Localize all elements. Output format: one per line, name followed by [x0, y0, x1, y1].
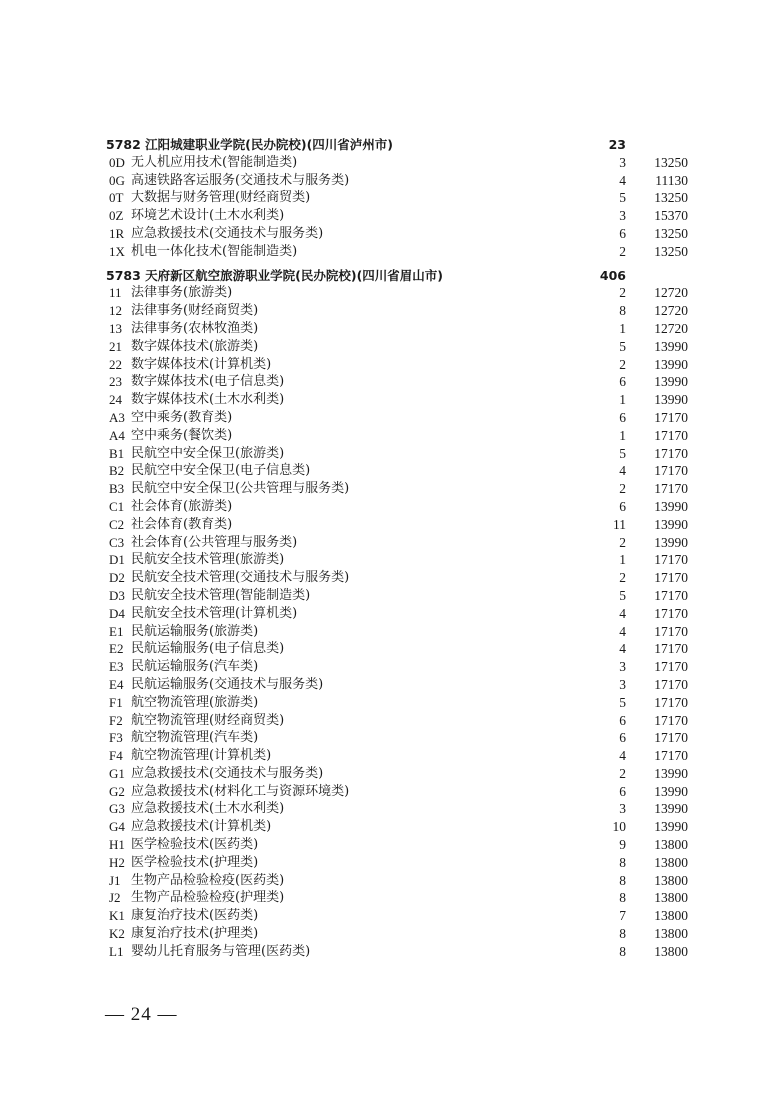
- major-name: 高速铁路客运服务(交通技术与服务类): [131, 172, 350, 188]
- major-fee: 13990: [654, 819, 688, 835]
- major-fee: 13800: [654, 872, 688, 888]
- major-fee: 13800: [654, 926, 688, 942]
- major-row: [0, 729, 777, 747]
- major-row: [0, 243, 777, 261]
- major-fee: 17170: [654, 552, 688, 568]
- major-row: [0, 854, 777, 872]
- major-fee: 17170: [654, 748, 688, 764]
- major-name: 空中乘务(教育类): [131, 409, 233, 425]
- major-code: 23: [109, 374, 122, 390]
- major-name: 数字媒体技术(电子信息类): [131, 374, 285, 390]
- major-name: 婴幼儿托育服务与管理(医药类): [131, 943, 311, 959]
- major-row: [0, 551, 777, 569]
- major-code: E3: [109, 659, 124, 675]
- school-title: 5782 江阳城建职业学院(民办院校)(四川省泸州市): [106, 137, 393, 152]
- major-plan: 6: [619, 712, 626, 728]
- school-title: 5783 天府新区航空旅游职业学院(民办院校)(四川省眉山市): [106, 267, 443, 283]
- major-plan: 5: [619, 587, 626, 603]
- major-fee: 17170: [654, 694, 688, 710]
- major-plan: 4: [619, 623, 626, 639]
- major-row: [0, 783, 777, 801]
- major-row: [0, 907, 777, 925]
- major-name: 康复治疗技术(护理类): [131, 926, 259, 942]
- major-name: 环境艺术设计(土木水利类): [131, 208, 285, 224]
- major-fee: 17170: [654, 641, 688, 657]
- major-code: H2: [109, 854, 125, 870]
- major-plan: 4: [619, 641, 626, 657]
- major-name: 社会体育(教育类): [131, 516, 233, 532]
- major-plan: 8: [619, 303, 626, 319]
- major-row: [0, 623, 777, 641]
- major-row: [0, 676, 777, 694]
- major-name: 民航安全技术管理(交通技术与服务类): [131, 570, 350, 586]
- major-name: 民航运输服务(旅游类): [131, 623, 259, 639]
- major-fee: 13990: [654, 392, 688, 408]
- major-fee: 12720: [654, 285, 688, 301]
- major-plan: 5: [619, 694, 626, 710]
- major-fee: 13250: [654, 225, 688, 241]
- major-fee: 13250: [654, 154, 688, 170]
- major-row: [0, 765, 777, 783]
- major-name: 航空物流管理(旅游类): [131, 694, 259, 710]
- major-row: [0, 338, 777, 356]
- major-plan: 2: [619, 765, 626, 781]
- major-row: [0, 427, 777, 445]
- major-name: 民航运输服务(电子信息类): [131, 641, 285, 657]
- major-fee: 13990: [654, 534, 688, 550]
- major-row: [0, 747, 777, 765]
- major-name: 民航空中安全保卫(电子信息类): [131, 463, 311, 479]
- major-code: F2: [109, 712, 123, 728]
- major-code: 1X: [109, 243, 125, 259]
- major-code: 1R: [109, 225, 125, 241]
- major-fee: 17170: [654, 730, 688, 746]
- major-code: E1: [109, 623, 124, 639]
- major-row: [0, 694, 777, 712]
- major-row: [0, 587, 777, 605]
- major-plan: 9: [619, 837, 626, 853]
- major-fee: 11130: [655, 172, 688, 188]
- major-fee: 15370: [654, 208, 688, 224]
- major-name: 医学检验技术(医药类): [131, 837, 259, 853]
- major-fee: 17170: [654, 409, 688, 425]
- major-code: F1: [109, 694, 123, 710]
- major-row: [0, 480, 777, 498]
- major-code: D1: [109, 552, 125, 568]
- major-code: F4: [109, 748, 123, 764]
- major-code: G2: [109, 783, 125, 799]
- major-fee: 17170: [654, 427, 688, 443]
- major-fee: 13800: [654, 837, 688, 853]
- major-fee: 13990: [654, 765, 688, 781]
- major-plan: 3: [619, 208, 626, 224]
- major-row: [0, 284, 777, 302]
- major-row: [0, 225, 777, 243]
- major-row: [0, 207, 777, 225]
- major-plan: 6: [619, 783, 626, 799]
- major-name: 应急救援技术(交通技术与服务类): [131, 765, 324, 781]
- major-name: 大数据与财务管理(财经商贸类): [131, 190, 311, 206]
- major-fee: 17170: [654, 570, 688, 586]
- major-fee: 13250: [654, 243, 688, 259]
- major-row: [0, 391, 777, 409]
- major-name: 医学检验技术(护理类): [131, 854, 259, 870]
- major-fee: 17170: [654, 605, 688, 621]
- major-plan: 6: [619, 225, 626, 241]
- major-code: G4: [109, 819, 125, 835]
- major-row: [0, 800, 777, 818]
- major-fee: 17170: [654, 623, 688, 639]
- major-name: 空中乘务(餐饮类): [131, 427, 233, 443]
- major-name: 民航空中安全保卫(公共管理与服务类): [131, 481, 350, 497]
- major-fee: 17170: [654, 445, 688, 461]
- major-row: [0, 712, 777, 730]
- major-name: 民航安全技术管理(智能制造类): [131, 587, 311, 603]
- major-code: 11: [109, 285, 122, 301]
- major-row: [0, 462, 777, 480]
- major-name: 民航运输服务(交通技术与服务类): [131, 676, 324, 692]
- major-row: [0, 445, 777, 463]
- major-plan: 5: [619, 338, 626, 354]
- major-plan: 1: [619, 320, 626, 336]
- major-fee: 12720: [654, 320, 688, 336]
- major-code: 21: [109, 338, 122, 354]
- major-code: D3: [109, 587, 125, 603]
- major-fee: 13800: [654, 854, 688, 870]
- major-row: [0, 356, 777, 374]
- major-row: [0, 516, 777, 534]
- major-row: [0, 189, 777, 207]
- major-row: [0, 302, 777, 320]
- major-fee: 13250: [654, 190, 688, 206]
- major-name: 康复治疗技术(医药类): [131, 908, 259, 924]
- major-name: 法律事务(旅游类): [131, 285, 233, 301]
- major-fee: 13990: [654, 498, 688, 514]
- major-code: A4: [109, 427, 125, 443]
- major-code: G3: [109, 801, 125, 817]
- major-row: [0, 534, 777, 552]
- major-code: E2: [109, 641, 124, 657]
- major-plan: 1: [619, 392, 626, 408]
- major-plan: 2: [619, 534, 626, 550]
- major-plan: 10: [612, 819, 626, 835]
- major-code: G1: [109, 765, 125, 781]
- major-fee: 13990: [654, 374, 688, 390]
- major-name: 航空物流管理(计算机类): [131, 748, 272, 764]
- major-code: 0D: [109, 154, 125, 170]
- major-row: [0, 320, 777, 338]
- major-plan: 4: [619, 605, 626, 621]
- major-name: 生物产品检验检疫(医药类): [131, 872, 285, 888]
- major-code: 0T: [109, 190, 124, 206]
- major-name: 民航运输服务(汽车类): [131, 659, 259, 675]
- major-row: [0, 154, 777, 172]
- page-number: — 24 —: [105, 1004, 178, 1025]
- major-plan: 8: [619, 872, 626, 888]
- major-name: 民航安全技术管理(旅游类): [131, 552, 285, 568]
- major-plan: 6: [619, 409, 626, 425]
- major-fee: 13800: [654, 943, 688, 959]
- major-plan: 3: [619, 801, 626, 817]
- major-plan: 8: [619, 890, 626, 906]
- major-code: C2: [109, 516, 125, 532]
- school-header: [0, 267, 777, 285]
- major-name: 机电一体化技术(智能制造类): [131, 243, 298, 259]
- major-name: 数字媒体技术(土木水利类): [131, 392, 285, 408]
- major-fee: 17170: [654, 481, 688, 497]
- major-code: K1: [109, 908, 125, 924]
- major-name: 航空物流管理(汽车类): [131, 730, 259, 746]
- major-plan: 4: [619, 172, 626, 188]
- major-code: L1: [109, 943, 124, 959]
- major-fee: 17170: [654, 676, 688, 692]
- major-plan: 11: [613, 516, 626, 532]
- major-code: J2: [109, 890, 121, 906]
- major-plan: 6: [619, 374, 626, 390]
- major-fee: 13800: [654, 908, 688, 924]
- major-code: 0G: [109, 172, 125, 188]
- school-plan-total: 406: [599, 267, 626, 283]
- major-fee: 17170: [654, 463, 688, 479]
- major-name: 社会体育(公共管理与服务类): [131, 534, 298, 550]
- major-fee: 13990: [654, 356, 688, 372]
- major-row: [0, 818, 777, 836]
- major-row: [0, 569, 777, 587]
- major-plan: 3: [619, 154, 626, 170]
- major-code: 12: [109, 303, 122, 319]
- major-plan: 8: [619, 943, 626, 959]
- major-fee: 13990: [654, 338, 688, 354]
- major-code: F3: [109, 730, 123, 746]
- major-code: D2: [109, 570, 125, 586]
- major-row: [0, 836, 777, 854]
- major-plan: 5: [619, 445, 626, 461]
- major-code: D4: [109, 605, 125, 621]
- major-code: B1: [109, 445, 125, 461]
- major-code: B3: [109, 481, 125, 497]
- major-plan: 7: [619, 908, 626, 924]
- major-code: B2: [109, 463, 125, 479]
- major-name: 应急救援技术(计算机类): [131, 819, 272, 835]
- major-plan: 1: [619, 427, 626, 443]
- major-name: 数字媒体技术(计算机类): [131, 356, 272, 372]
- major-plan: 8: [619, 854, 626, 870]
- major-row: [0, 889, 777, 907]
- major-code: 22: [109, 356, 122, 372]
- major-plan: 6: [619, 498, 626, 514]
- major-code: A3: [109, 409, 125, 425]
- major-code: 0Z: [109, 208, 124, 224]
- major-code: C3: [109, 534, 125, 550]
- major-name: 法律事务(财经商贸类): [131, 303, 259, 319]
- major-fee: 17170: [654, 712, 688, 728]
- major-row: [0, 943, 777, 961]
- major-row: [0, 409, 777, 427]
- major-plan: 8: [619, 926, 626, 942]
- major-row: [0, 925, 777, 943]
- major-fee: 13990: [654, 783, 688, 799]
- major-plan: 2: [619, 570, 626, 586]
- major-fee: 17170: [654, 587, 688, 603]
- major-row: [0, 605, 777, 623]
- major-row: [0, 872, 777, 890]
- major-plan: 3: [619, 676, 626, 692]
- major-code: 24: [109, 392, 122, 408]
- major-row: [0, 172, 777, 190]
- major-fee: 17170: [654, 659, 688, 675]
- major-code: E4: [109, 676, 124, 692]
- major-name: 应急救援技术(交通技术与服务类): [131, 225, 324, 241]
- major-name: 民航安全技术管理(计算机类): [131, 605, 298, 621]
- major-row: [0, 373, 777, 391]
- major-fee: 13990: [654, 801, 688, 817]
- major-plan: 5: [619, 190, 626, 206]
- major-name: 无人机应用技术(智能制造类): [131, 154, 298, 170]
- major-plan: 1: [619, 552, 626, 568]
- major-plan: 6: [619, 730, 626, 746]
- major-plan: 3: [619, 659, 626, 675]
- major-name: 航空物流管理(财经商贸类): [131, 712, 285, 728]
- major-row: [0, 498, 777, 516]
- major-name: 法律事务(农林牧渔类): [131, 320, 259, 336]
- major-name: 数字媒体技术(旅游类): [131, 338, 259, 354]
- major-name: 应急救援技术(土木水利类): [131, 801, 285, 817]
- major-plan: 4: [619, 463, 626, 479]
- school-plan-total: 23: [608, 137, 626, 152]
- major-plan: 2: [619, 356, 626, 372]
- major-fee: 13800: [654, 890, 688, 906]
- major-row: [0, 658, 777, 676]
- major-name: 社会体育(旅游类): [131, 498, 233, 514]
- major-name: 应急救援技术(材料化工与资源环境类): [131, 783, 350, 799]
- major-fee: 13990: [654, 516, 688, 532]
- major-plan: 2: [619, 481, 626, 497]
- school-header: [0, 136, 777, 154]
- major-code: H1: [109, 837, 125, 853]
- enrollment-listing: [0, 136, 777, 961]
- major-name: 生物产品检验检疫(护理类): [131, 890, 285, 906]
- major-plan: 4: [619, 748, 626, 764]
- major-plan: 2: [619, 285, 626, 301]
- major-code: K2: [109, 926, 125, 942]
- major-fee: 12720: [654, 303, 688, 319]
- major-row: [0, 640, 777, 658]
- major-code: 13: [109, 320, 122, 336]
- major-code: J1: [109, 872, 121, 888]
- major-name: 民航空中安全保卫(旅游类): [131, 445, 285, 461]
- major-plan: 2: [619, 243, 626, 259]
- major-code: C1: [109, 498, 125, 514]
